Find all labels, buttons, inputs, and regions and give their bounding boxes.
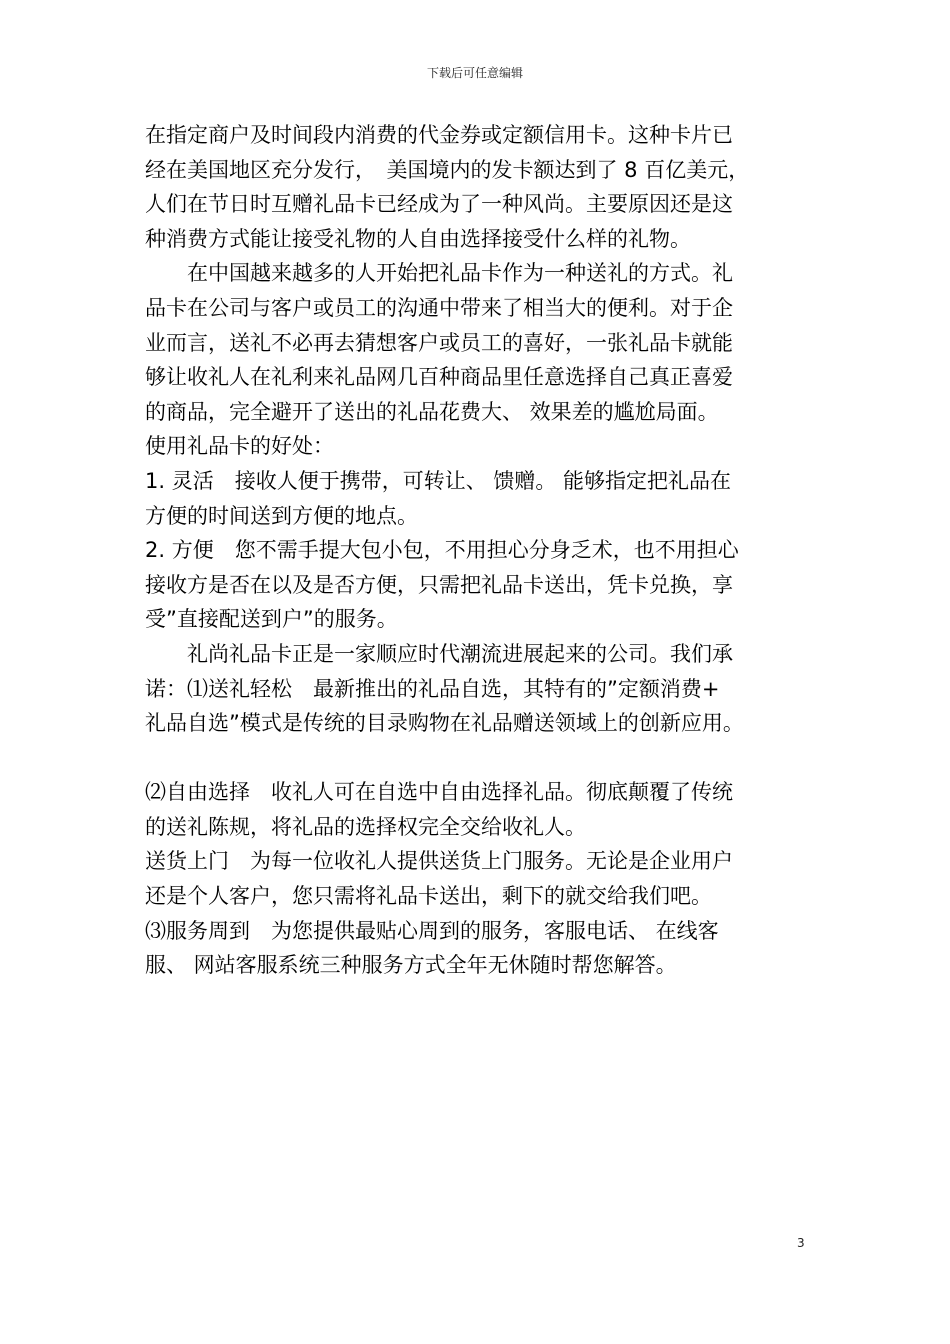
text-line: 在指定商户及时间段内消费的代金券或定额信用卡。这种卡片已 [145,123,733,147]
text-line: 还是个人客户，您只需将礼品卡送出，剩下的就交给我们吧。 [145,884,712,909]
text-line: 服、 网站客服系统三种服务方式全年无休随时帮您解答。 [145,953,677,978]
text-line: 的商品，完全避开了送出的礼品花费大、 效果差的尴尬局面。 [145,399,719,424]
text-line: 的送礼陈规，将礼品的选择权完全交给收礼人。 [145,814,586,839]
text-line: 使用礼品卡的好处： [145,434,334,459]
text-line: ⑶服务周到 为您提供最贴心周到的服务，客服电话、 在线客 [145,918,719,943]
text-line: 在中国越来越多的人开始把礼品卡作为一种送礼的方式。礼 [145,261,733,286]
text-line: 受”直接配送到户”的服务。 [145,607,398,632]
text-line: 诺：⑴送礼轻松 最新推出的礼品自选，其特有的”定额消费+ [145,676,720,701]
page-number: 3 [797,1236,805,1250]
text-line: 业而言，送礼不必再去猜想客户或员工的喜好，一张礼品卡就能 [145,330,733,355]
blank-line [145,741,835,776]
text-line: 种消费方式能让接受礼物的人自由选择接受什么样的礼物。 [145,226,691,251]
text-line: ⑵自由选择 收礼人可在自选中自由选择礼品。彻底颠覆了传统 [145,780,733,805]
text-line: 1. 灵活 接收人便于携带，可转让、 馈赠。 能够指定把礼品在 [145,468,732,493]
text-line: 人们在节日时互赠礼品卡已经成为了一种风尚。主要原因还是这 [145,192,733,217]
text-line: 接收方是否在以及是否方便，只需把礼品卡送出，凭卡兑换，享 [145,572,733,597]
text-line: 礼品自选”模式是传统的目录购物在礼品赠送领域上的创新应用。 [145,711,744,736]
document-body [145,118,835,983]
text-line: 够让收礼人在礼利来礼品网几百种商品里任意选择自己真正喜爱 [145,365,733,390]
text-line: 2. 方便 您不需手提大包小包，不用担心分身乏术，也不用担心 [145,538,739,563]
text-line: 礼尚礼品卡正是一家顺应时代潮流进展起来的公司。我们承 [145,641,733,666]
text-line: 品卡在公司与客户或员工的沟通中带来了相当大的便利。对于企 [145,295,733,320]
text-line: 经在美国地区充分发行， 美国境内的发卡额达到了 8 百亿美元， [145,157,750,182]
text-line: 送货上门 为每一位收礼人提供送货上门服务。无论是企业用户 [145,849,733,874]
page-header: 下载后可任意编辑 [426,66,523,80]
text-line: 方便的时间送到方便的地点。 [145,503,418,528]
